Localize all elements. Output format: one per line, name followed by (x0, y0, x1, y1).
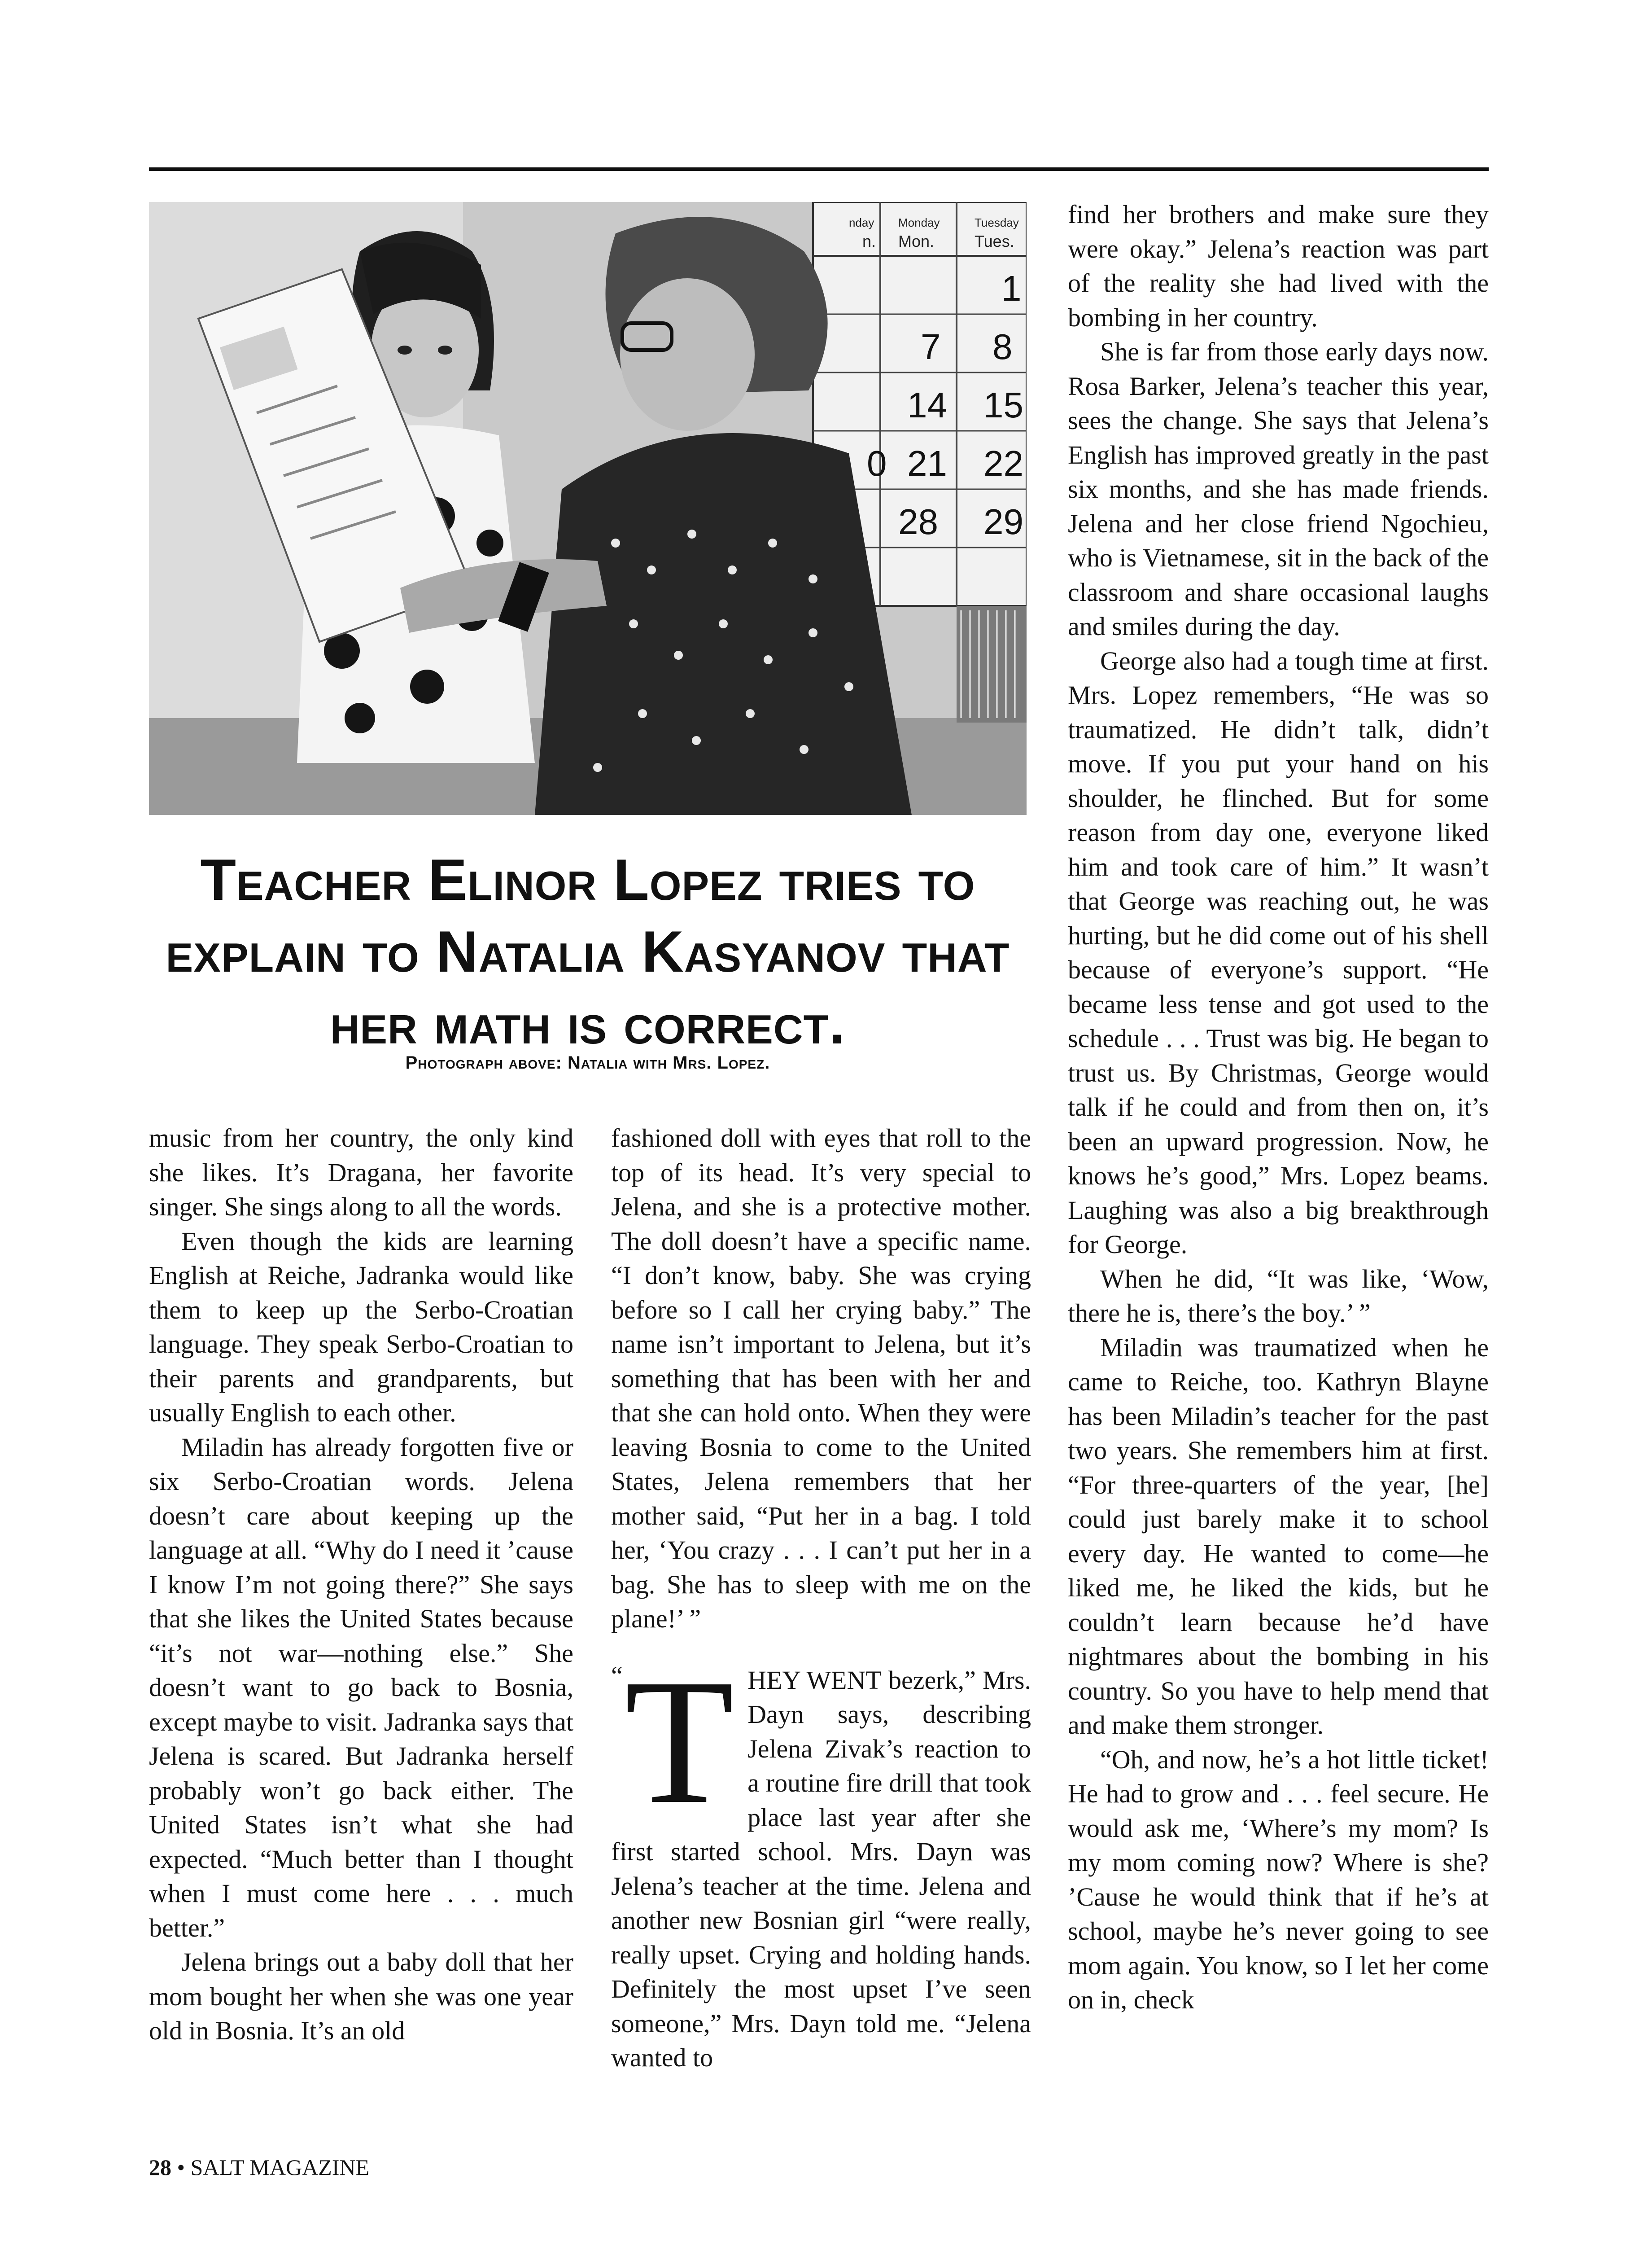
magazine-name: SALT MAGAZINE (190, 2155, 370, 2180)
photo-illustration (149, 202, 1027, 815)
calendar-abbrev-3: Tues. (975, 232, 1014, 250)
column3-paragraph-2: She is far from those early days now. Rosa Barker, Jelena’s teacher this year, sees the change. She says that Jelena’s English has improved greatly in the past six months, and she has made friends. Jelena and her close friend Ngochieu, who is Vietnamese, sit in the back of the classroom and share occasional laughs and smiles during the day. (1068, 337, 1489, 641)
column2-paragraph-2-body: bezerk,” Mrs. Dayn says, describing Jelena Zivak’s reaction to a routine fire drill that took place last year after she first started school. Mrs. Dayn was Jelena’s teacher at the time. Jelena and another new Bosnian girl “were really, really upset. Crying and holding hands. Definitely the most upset I’ve seen someone,” Mrs. Dayn told me. “Jelena wanted to (611, 1665, 1031, 2072)
calendar-day-28: 28 (898, 502, 938, 542)
calendar-day-14: 14 (907, 385, 947, 425)
page-number: 28 (149, 2155, 171, 2180)
calendar-abbrev-2: Mon. (898, 232, 935, 250)
caption-subtitle: Photograph above: Natalia with Mrs. Lopez. (405, 1053, 770, 1073)
calendar-header-2: Monday (898, 216, 940, 229)
column1-paragraph-4: Jelena brings out a baby doll that her mom bought her when she was one year old in Bosnia. It’s an old (149, 1947, 573, 2045)
lead-in-text: HEY WENT (747, 1665, 882, 1695)
calendar-day-15: 15 (983, 385, 1023, 425)
column3-paragraph-5: Miladin was traumatized when he came to Reiche, too. Kathryn Blayne has been Miladin’s teacher for the past two years. She remembers him at first. “For three-quarters of the year, [he] could just barely make it to school every day. He wanted to come—he liked me, he liked the kids, but he couldn’t learn because he’d have nightmares about the bombing in his country. So you have to help mend that and make them stronger. (1068, 1332, 1489, 1740)
opening-quote-mark: “ (611, 1661, 623, 1690)
column2-paragraph-1: fashioned doll with eyes that roll to the top of its head. It’s very special to Jelena, and she is a protective mother. The doll doesn’t have a specific name. “I don’t know, baby. She was crying before so I call her crying baby.” The name isn’t important to Jelena, but it’s something that has been with her and that she can hold onto. When they were leaving Bosnia to come to the United States, Jelena remembers that her mother said, “Put her in a bag. I told her, ‘You crazy . . . I can’t put her in a bag. She has to sleep with me on the plane!’ ” (611, 1123, 1031, 1633)
calendar-day-1: 1 (1001, 268, 1022, 308)
calendar-abbrev-1: n. (862, 232, 876, 250)
calendar-day-29: 29 (983, 502, 1023, 542)
column1-paragraph-1: music from her country, the only kind she likes. It’s Dragana, her favorite singer. She sings along to all the words. (149, 1123, 573, 1221)
calendar-day-21: 21 (907, 443, 947, 483)
calendar-day-22: 22 (983, 443, 1023, 483)
drop-cap-letter: T (624, 1642, 734, 1841)
article-column-2 (611, 1121, 1031, 2075)
caption-title: Teacher Elinor Lopez tries to explain to Natalia Kasyanov that her math is correct. (166, 847, 1010, 1056)
calendar-day-7: 7 (921, 327, 941, 367)
column3-paragraph-4: When he did, “It was like, ‘Wow, there he is, there’s the boy.’ ” (1068, 1264, 1489, 1328)
page-footer (149, 2154, 369, 2180)
photo-teacher-and-student (149, 202, 1027, 815)
column1-paragraph-2: Even though the kids are learning English at Reiche, Jadranka would like them to keep up the Serbo-Croatian language. They speak Serbo-Croatian to their parents and grandparents, but usually English to each other. (149, 1226, 573, 1427)
column2-section-opening (611, 1642, 1031, 2075)
column3-paragraph-1: find her brothers and make sure they were okay.” Jelena’s reaction was part of the reality she had lived with the bombing in her country. (1068, 200, 1489, 332)
calendar-header-1: nday (849, 216, 874, 229)
column3-paragraph-6: “Oh, and now, he’s a hot little ticket! He had to grow and . . . feel secure. He would ask me, ‘Where’s my mom? Is my mom coming now? Where is she? ’Cause he would think that if he’s at school, maybe he’s never going to see mom again. You know, so I let her come on in, check (1068, 1744, 1489, 2014)
article-column-3 (1068, 197, 1489, 2017)
column3-paragraph-3: George also had a tough time at first. Mrs. Lopez remembers, “He was so traumatized. He didn’t talk, didn’t move. If you put your hand on his shoulder, he flinched. But for some reason from day one, everyone liked him and took care of him.” It wasn’t that George was reaching out, he was hurting, but he did come out of his shell because of everyone’s support. “He became less tense and got used to the schedule . . . Trust was big. He began to trust us. By Christmas, George would talk if he could and from then on, it’s been an upward progression. Now, he knows he’s good,” Mrs. Lopez beams. Laughing was also a big breakthrough for George. (1068, 646, 1489, 1259)
calendar-day-partial: 0 (867, 443, 887, 483)
article-column-1 (149, 1121, 573, 2048)
calendar-header-3: Tuesday (975, 216, 1019, 229)
calendar-day-8: 8 (992, 327, 1013, 367)
column1-paragraph-3: Miladin has already forgotten five or six Serbo-Croatian words. Jelena doesn’t care about keeping up the language at all. “Why do I need it ’cause I know I’m not going there?” She says that she likes the United States because “it’s not war—nothing else.” She doesn’t want to go back to Bosnia, except maybe to visit. Jadranka says that Jelena is scared. But Jadranka herself probably won’t go back either. The United States isn’t what she had expected. “Much better than I thought when I must come here . . . much better.” (149, 1432, 573, 1942)
footer-bullet: • (177, 2155, 185, 2180)
header-rule (149, 167, 1489, 171)
